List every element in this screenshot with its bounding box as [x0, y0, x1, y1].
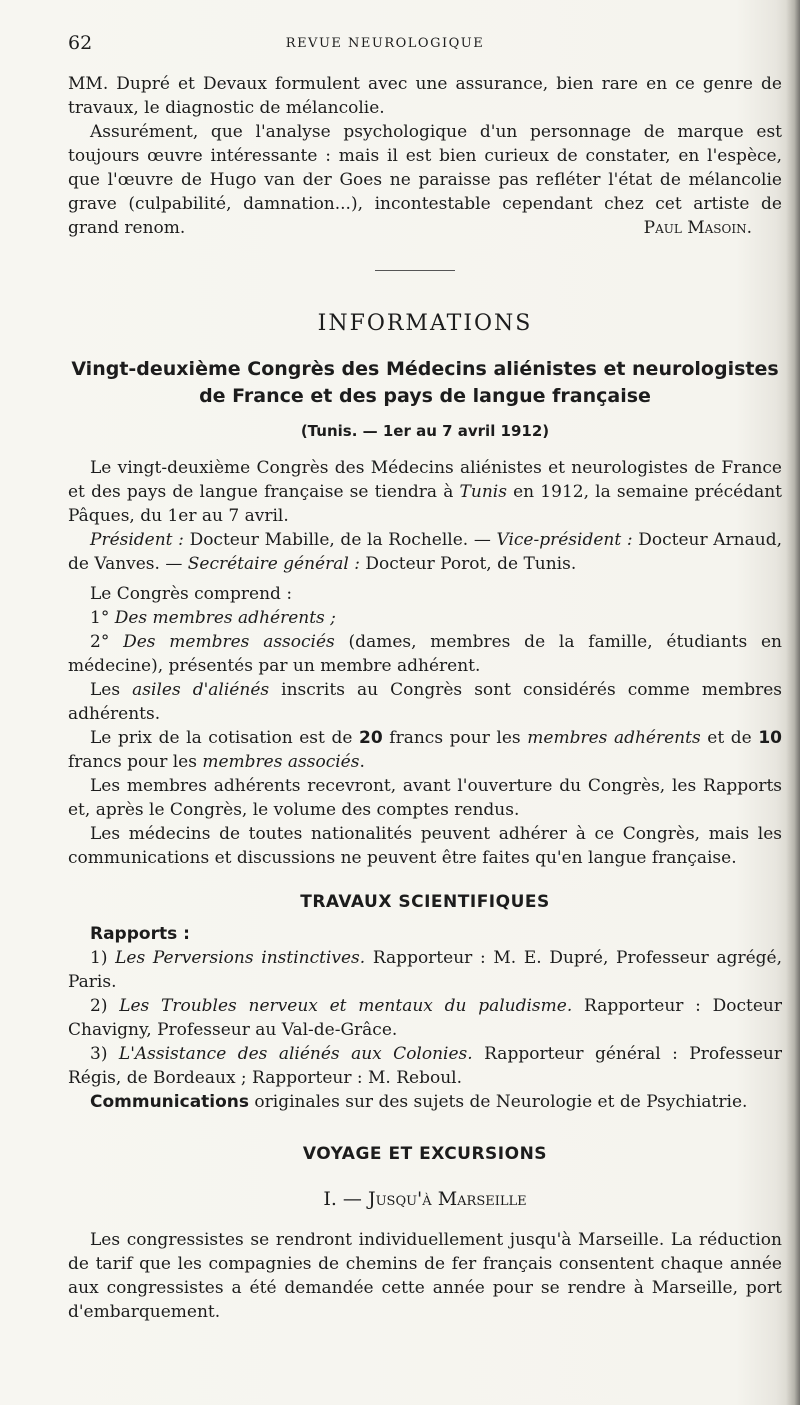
intro-paragraph-2: Assurément, que l'analyse psychologique d'un personnage de marque est toujours œuvre intéressante : mais il est bien curieux de constater, en l'espèce, que l'œuvre de Hugo van der Goes ne paraisse pas refléter l'état de mélancolie grave (culpabilité, damnation...), incontestable cependant chez cet artiste de grand renom.: [68, 122, 782, 238]
officers-paragraph: Président : Docteur Mabille, de la Rochelle. — Vice-président : Docteur Arnaud, de Vanves. — Secrétaire général : Docteur Porot, de Tunis.: [68, 530, 782, 574]
running-title: REVUE NEUROLOGIQUE: [285, 36, 485, 51]
report-item-3: 3) L'Assistance des aliénés aux Colonies. Rapporteur général : Professeur Régis, de Bordeaux ; Rapporteur : M. Reboul.: [68, 1044, 782, 1088]
travaux-heading: TRAVAUX SCIENTIFIQUES: [300, 892, 550, 912]
page-edge-shadow: [786, 0, 800, 1405]
page-content: [68, 72, 782, 1324]
section-title: INFORMATIONS: [317, 311, 533, 336]
reports-paragraph: Les membres adhérents recevront, avant l'ouverture du Congrès, les Rapports et, après le Congrès, le volume des comptes rendus.: [68, 776, 782, 820]
asiles-paragraph: Les asiles d'aliénés inscrits au Congrès sont considérés comme membres adhérents.: [68, 680, 783, 724]
nationalities-paragraph: Les médecins de toutes nationalités peuvent adhérer à ce Congrès, mais les communications et discussions ne peuvent être faites qu'en langue française.: [68, 824, 782, 868]
congress-dates: (Tunis. — 1er au 7 avril 1912): [300, 422, 550, 440]
page-number: 62: [68, 32, 93, 54]
intro-paragraph-1: MM. Dupré et Devaux formulent avec une assurance, bien rare en ce genre de travaux, le diagnostic de mélancolie.: [68, 74, 782, 118]
section-divider: [375, 270, 455, 271]
voyage-subheading: I. — Jusqu'à Marseille: [323, 1188, 527, 1210]
congress-title-line-1: Vingt-deuxième Congrès des Médecins aliénistes et neurologistes: [71, 358, 779, 380]
voyage-paragraph: Les congressistes se rendront individuellement jusqu'à Marseille. La réduction de tarif que les compagnies de chemins de fer français consentent chaque année aux congressistes a été demandée cette année pour se rendre à Marseille, port d'embarquement.: [68, 1230, 782, 1322]
announcement-paragraph: Le vingt-deuxième Congrès des Médecins aliénistes et neurologistes de France et des pays de langue française se tiendra à Tunis en 1912, la semaine précédant Pâques, du 1er au 7 avril.: [68, 458, 783, 526]
fee-paragraph: Le prix de la cotisation est de 20 francs pour les membres adhérents et de 10 francs pour les membres associés.: [68, 728, 783, 772]
author-signature: Paul Masoin.: [643, 218, 752, 238]
congress-title-line-2: de France et des pays de langue française: [199, 385, 651, 407]
member-item-1: 1° Des membres adhérents ;: [90, 608, 336, 628]
comprend-line: Le Congrès comprend :: [90, 584, 293, 604]
tunis-label: Tunis: [459, 482, 507, 502]
president-label: Président :: [90, 530, 184, 550]
vice-president-label: Vice-président :: [496, 530, 633, 550]
rapports-heading: Rapports :: [90, 924, 190, 944]
report-item-2: 2) Les Troubles nerveux et mentaux du paludisme. Rapporteur : Docteur Chavigny, Professeur au Val-de-Grâce.: [68, 996, 782, 1040]
communications-line: Communications originales sur des sujets de Neurologie et de Psychiatrie.: [90, 1092, 748, 1112]
secretary-label: Secrétaire général :: [187, 554, 360, 574]
voyage-heading: VOYAGE ET EXCURSIONS: [302, 1144, 548, 1164]
report-item-1: 1) Les Perversions instinctives. Rapporteur : M. E. Dupré, Professeur agrégé, Paris.: [68, 948, 783, 992]
member-item-2: 2° Des membres associés (dames, membres de la famille, étudiants en médecine), présentés par un membre adhérent.: [68, 632, 782, 676]
